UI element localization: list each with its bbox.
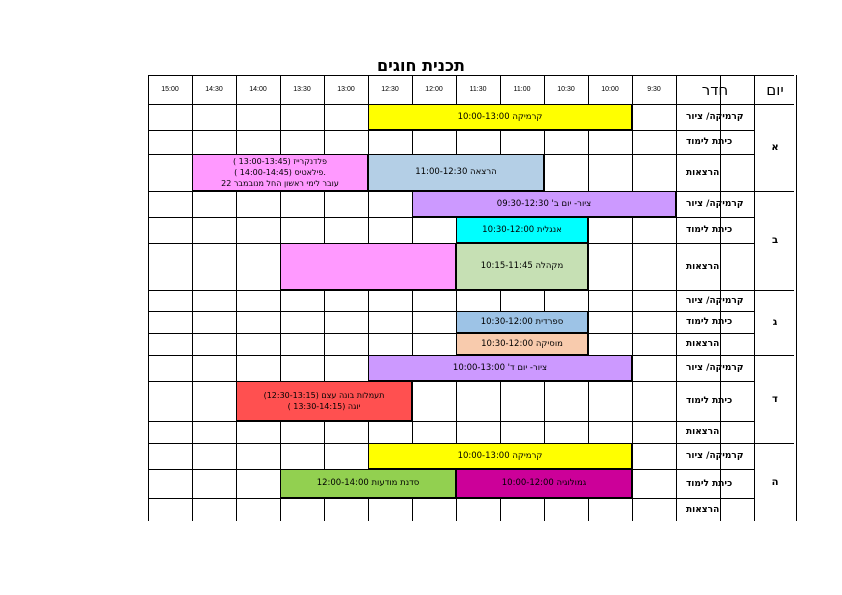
room-label: כיתת לימוד — [686, 317, 733, 327]
grid-vline — [280, 75, 281, 521]
activity-c-music[interactable]: מוסיקה 10:30-12:00 — [456, 333, 588, 355]
activity-d-painting[interactable]: ציור- יום ד' 10:00-13:00 — [368, 355, 632, 381]
activity-e-ceramics[interactable]: קרמיקה 10:00-13:00 — [368, 443, 632, 469]
activity-b-choir[interactable]: מקהלה 10:15-11:45 — [456, 243, 588, 290]
day-label: א — [771, 142, 779, 153]
room-label: קרמיקה/ ציור — [686, 199, 744, 209]
room-label: קרמיקה/ ציור — [686, 112, 744, 122]
room-label: הרצאות — [686, 261, 720, 272]
activity-a-ceramics[interactable]: קרמיקה 10:00-13:00 — [368, 104, 632, 130]
grid-hline — [148, 498, 754, 499]
room-label: הרצאות — [686, 339, 720, 349]
time-header: 15:00 — [161, 86, 179, 93]
room-label: כיתת לימוד — [686, 478, 733, 489]
grid-vline — [236, 75, 237, 521]
schedule-table — [148, 75, 794, 521]
activity-a-lecture[interactable]: הרצאה 11:00-12:30 — [368, 154, 544, 191]
room-header: חדר — [701, 80, 729, 99]
grid-vline — [192, 75, 193, 521]
grid-hline — [148, 421, 754, 422]
room-label: הרצאות — [686, 427, 720, 437]
page-title: תכנית חוגים — [377, 56, 465, 75]
activity-b-english[interactable]: אנגלית 10:30-12:00 — [456, 217, 588, 243]
activity-b-pink-block[interactable] — [280, 243, 456, 290]
day-label: ד — [772, 393, 778, 405]
activity-c-spanish[interactable]: ספרדית 10:30-12:00 — [456, 311, 588, 333]
grid-hline — [148, 311, 754, 312]
room-label: כיתת לימוד — [686, 225, 733, 235]
room-label: כיתת לימוד — [686, 137, 733, 147]
grid-vline — [324, 75, 325, 521]
grid-hline — [148, 333, 754, 334]
activity-d-yoga[interactable]: תעמלות בונה עצם (12:30-13:15) יוגה (13:30-14:15 ) — [236, 381, 412, 421]
room-label: הרצאות — [686, 504, 720, 515]
activity-e-gemology[interactable]: גמולוגיה 10:00-12:00 — [456, 469, 632, 498]
room-label: קרמיקה/ ציור — [686, 451, 744, 461]
room-label: קרמיקה/ ציור — [686, 363, 744, 373]
activity-b-painting[interactable]: ציור- יום ב' 09:30-12:30 — [412, 191, 676, 217]
time-header: 12:00 — [425, 86, 443, 93]
time-header: 10:00 — [601, 86, 619, 93]
grid-hline — [148, 217, 754, 218]
grid-vline — [796, 75, 797, 521]
day-label: ג — [772, 317, 778, 328]
room-label: קרמיקה/ ציור — [686, 295, 744, 306]
time-header: 10:30 — [557, 86, 575, 93]
time-header: 11:30 — [469, 86, 487, 93]
time-header: 13:30 — [293, 86, 311, 93]
day-label: ה — [771, 476, 779, 488]
grid-hline — [148, 130, 754, 131]
time-header: 11:00 — [513, 86, 531, 93]
time-header: 14:00 — [249, 86, 267, 93]
grid-vline — [148, 75, 149, 521]
day-label: ב — [771, 235, 779, 246]
grid-vline — [632, 75, 633, 521]
time-header: 9:30 — [647, 86, 661, 93]
time-header: 13:00 — [337, 86, 355, 93]
time-header: 12:30 — [381, 86, 399, 93]
activity-a-feldenkrais-pilates[interactable]: פלדנקרייז (13:00-13:45 ) פילאטיס (14:00-14:45 ). עובר לימי ראשון החל מנובמבר 22 — [192, 154, 368, 191]
day-header: יום — [766, 80, 784, 99]
time-header: 14:30 — [205, 86, 223, 93]
activity-e-awareness-workshop[interactable]: סדנת מודעות 12:00-14:00 — [280, 469, 456, 498]
room-label: כיתת לימוד — [686, 396, 733, 406]
room-label: הרצאות — [686, 167, 720, 178]
